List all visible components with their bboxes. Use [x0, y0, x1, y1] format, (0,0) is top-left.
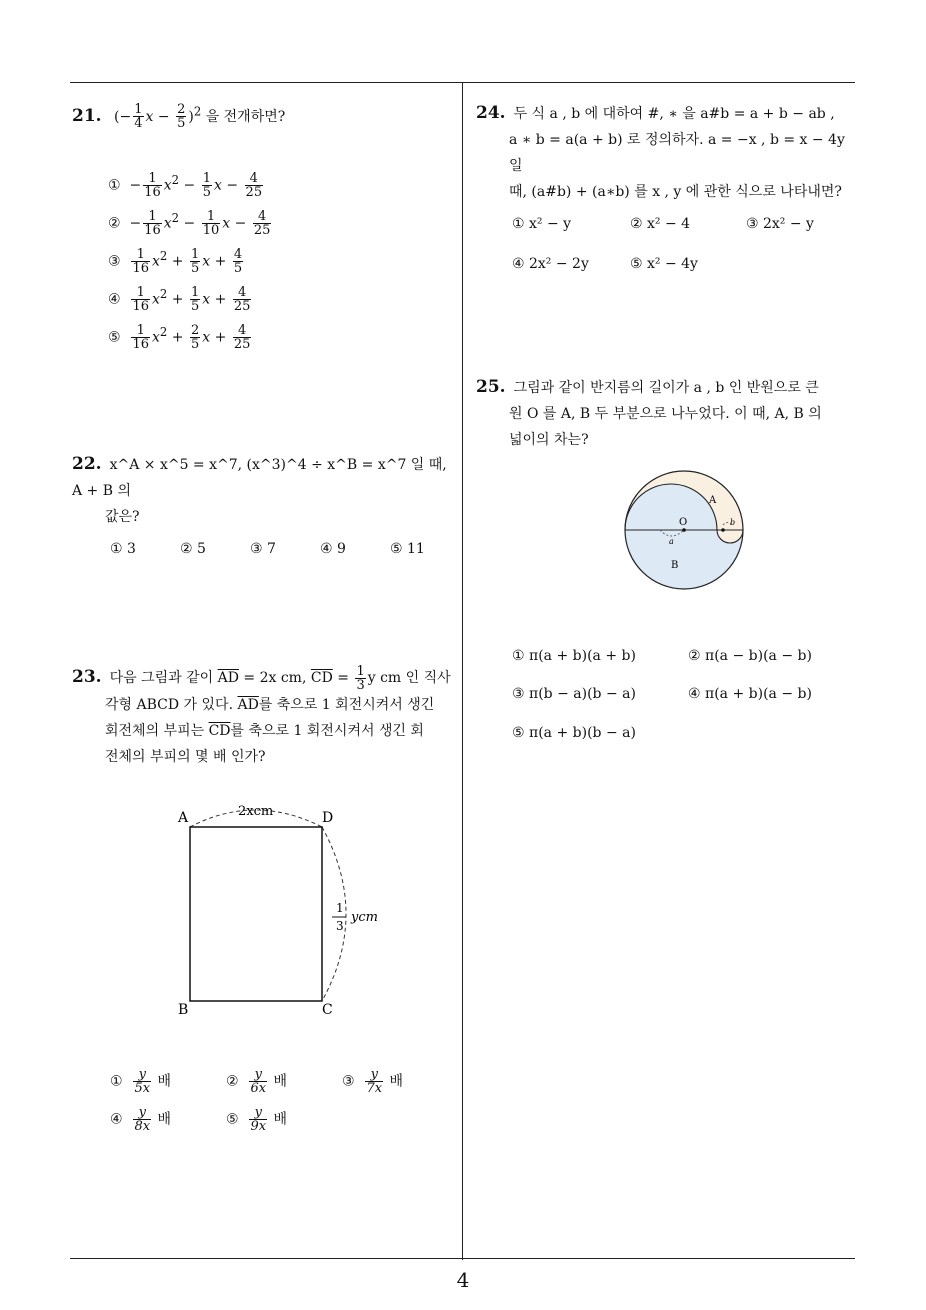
label-a: A [709, 495, 717, 506]
q23-option-5[interactable]: ⑤ $\frac{y}{9x}$ 배 [226, 1105, 288, 1134]
q25-option-4[interactable]: ④ π(a + b)(a − b) [688, 686, 812, 702]
label-b: B [671, 560, 679, 571]
q23-option-2[interactable]: ② $\frac{y}{6x}$ 배 [226, 1067, 288, 1096]
q22-option-1[interactable]: ① 3 [110, 541, 136, 557]
q25-option-3[interactable]: ③ π(b − a)(b − a) [512, 686, 636, 702]
question-stem: (− $\frac{1}{4}$ x − $\frac{2}{5}$ )$^2$ 을 전개하면? [114, 102, 286, 132]
vertex-b: B [178, 1002, 189, 1018]
question-stem-line1: x^A × x^5 = x^7, (x^3)^4 ÷ x^B = x^7 일 때, A + B 의 [72, 457, 447, 499]
label-o: O [679, 517, 688, 528]
question-number: 21. [72, 105, 102, 126]
label-small-a: a [669, 537, 674, 546]
top-length-label: 2xcm [238, 804, 274, 819]
q25-option-1[interactable]: ① π(a + b)(a + b) [512, 648, 636, 664]
q23-option-1[interactable]: ① $\frac{y}{5x}$ 배 [110, 1067, 172, 1096]
q22-option-2[interactable]: ② 5 [180, 541, 206, 557]
question-stem-line1: 두 식 a , b 에 대하여 #, ∗ 을 a#b = a + b − ab , [513, 106, 835, 122]
q24-option-1[interactable]: ① x² − y [512, 216, 572, 232]
question-stem-line3: 넓이의 차는? [509, 432, 589, 448]
q21-option-1[interactable]: ① − $\frac{1}{16}$ $x^2$ − $\frac{1}{5}$ x − $\frac{4}{25}$ [108, 171, 263, 200]
question-number: 24. [476, 103, 506, 123]
question-stem-line2: a ∗ b = a(a + b) 로 정의하자. a = −x , b = x − 4y 일 [509, 132, 845, 174]
question-stem-line2: 값은? [105, 509, 140, 525]
q25-option-2[interactable]: ② π(a − b)(a − b) [688, 648, 812, 664]
column-divider [462, 82, 463, 1260]
q21-option-5[interactable]: ⑤ $\frac{1}{16}$ $x^2$ + $\frac{2}{5}$ x + $\frac{4}{25}$ [108, 323, 251, 352]
question-24 [476, 100, 860, 205]
question-25 [476, 374, 860, 453]
q24-option-5[interactable]: ⑤ x² − 4y [630, 256, 698, 272]
vertex-d: D [322, 810, 334, 826]
q21-option-4[interactable]: ④ $\frac{1}{16}$ $x^2$ + $\frac{1}{5}$ x + $\frac{4}{25}$ [108, 285, 251, 314]
q22-option-4[interactable]: ④ 9 [320, 541, 346, 557]
page-number: 4 [456, 1268, 470, 1292]
circle-figure [620, 470, 750, 594]
vertex-c: C [322, 1002, 333, 1018]
question-number: 22. [72, 454, 102, 474]
q24-option-2[interactable]: ② x² − 4 [630, 216, 691, 232]
question-number: 25. [476, 377, 506, 397]
q21-option-3[interactable]: ③ $\frac{1}{16}$ $x^2$ + $\frac{1}{5}$ x + $\frac{4}{5}$ [108, 247, 243, 276]
q21-option-2[interactable]: ② − $\frac{1}{16}$ $x^2$ − $\frac{1}{10}$ x − $\frac{4}{25}$ [108, 209, 271, 238]
question-22 [72, 452, 457, 530]
question-stem-line3: 때, (a#b) + (a∗b) 를 x , y 에 관한 식으로 나타내면? [509, 184, 842, 200]
rectangle-abcd [190, 827, 322, 1001]
vertex-a: A [178, 810, 189, 826]
question-23: 23. 다음 그림과 같이 $\overline{AD} = 2x$ cm, $\overline{CD}$ = $\frac{1}{3}$ y cm 인 직사 각형 ABCD 가 있다. $\overline{AD}$를 축으로 1 회전시켜서 생긴 회전체의 부피는 $\overline{CD}$를 축으로 1 회전시켜서 생긴 회 전체의 부피의 몇 배 인가? [72, 663, 451, 765]
question-21 [72, 98, 285, 130]
question-stem-line1: 그림과 같이 반지름의 길이가 a , b 인 반원으로 큰 [513, 380, 819, 396]
question-stem-line2: 원 O 를 A, B 두 부분으로 나누었다. 이 때, A, B 의 [509, 406, 822, 422]
question-number: 23. [72, 667, 102, 687]
q24-option-4[interactable]: ④ 2x² − 2y [512, 256, 589, 272]
label-small-b: b [730, 518, 736, 527]
q24-option-3[interactable]: ③ 2x² − y [746, 216, 814, 232]
side-length-label: ycm [351, 910, 378, 925]
side-fraction-den: 3 [336, 919, 344, 933]
rectangle-figure [170, 798, 400, 1023]
q23-option-4[interactable]: ④ $\frac{y}{8x}$ 배 [110, 1105, 172, 1134]
q25-option-5[interactable]: ⑤ π(a + b)(b − a) [512, 725, 636, 741]
side-fraction-num: 1 [336, 901, 344, 915]
bottom-rule [70, 1258, 855, 1259]
q23-option-3[interactable]: ③ $\frac{y}{7x}$ 배 [342, 1067, 404, 1096]
q22-option-5[interactable]: ⑤ 11 [390, 541, 425, 557]
q22-option-3[interactable]: ③ 7 [250, 541, 276, 557]
